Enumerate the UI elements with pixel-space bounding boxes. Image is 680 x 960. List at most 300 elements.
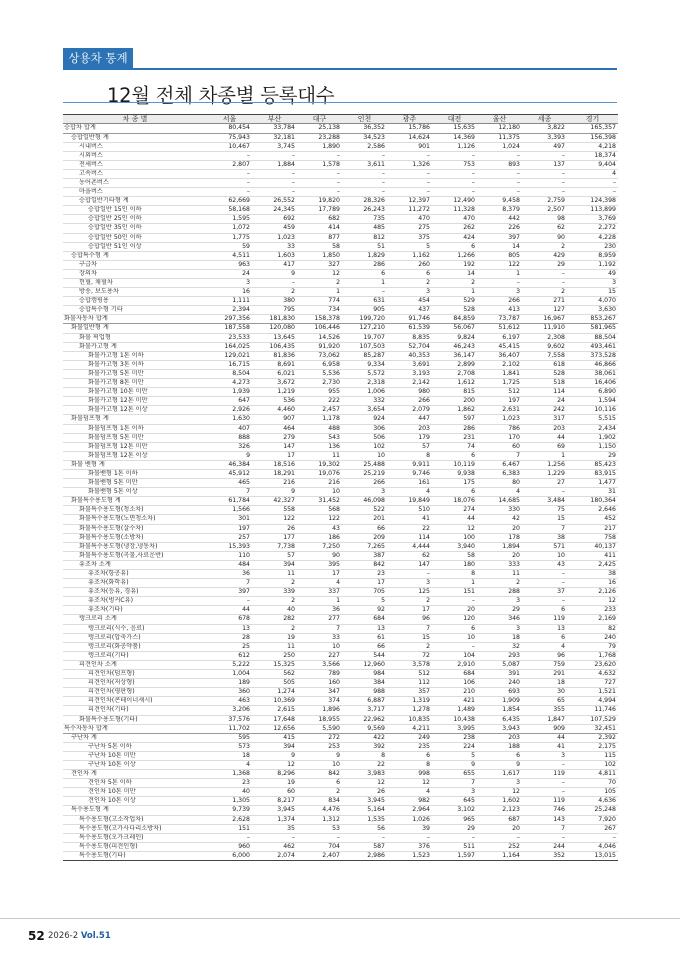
value-cell: 2,507 — [522, 206, 567, 215]
table-row — [63, 251, 618, 260]
row-label: 피견인차 소계 — [63, 660, 207, 669]
value-cell: 2 — [477, 579, 522, 588]
value-cell: 442 — [477, 215, 522, 224]
value-cell: 2,425 — [567, 560, 618, 569]
value-cell: 107,529 — [567, 715, 618, 724]
value-cell: 357 — [387, 688, 432, 697]
value-cell: 6,197 — [477, 333, 522, 342]
value-cell: 374 — [297, 697, 342, 706]
value-cell: 15 — [387, 633, 432, 642]
row-label: 승합차 합계 — [63, 124, 207, 133]
value-cell: 2 — [252, 288, 297, 297]
value-cell: 122 — [477, 260, 522, 269]
value-cell: 19,076 — [297, 469, 342, 478]
value-cell: – — [432, 151, 477, 160]
value-cell: – — [477, 188, 522, 197]
value-cell: 5,590 — [297, 724, 342, 733]
row-label: 견인차 10톤 미만 — [63, 788, 207, 797]
value-cell: 3 — [477, 779, 522, 788]
value-cell: 1,229 — [522, 469, 567, 478]
value-cell: 38 — [522, 533, 567, 542]
value-cell: 4 — [207, 760, 252, 769]
value-cell: 92 — [342, 606, 387, 615]
section-tag-underline — [63, 68, 617, 70]
value-cell: 8,217 — [252, 797, 297, 806]
value-cell: 216 — [297, 479, 342, 488]
value-cell: 2,628 — [207, 815, 252, 824]
value-cell: 235 — [387, 742, 432, 751]
value-cell: 3,945 — [342, 797, 387, 806]
table-row — [63, 670, 618, 679]
value-cell: 58,168 — [207, 206, 252, 215]
value-cell: 26 — [342, 788, 387, 797]
value-cell: 69 — [522, 442, 567, 451]
value-cell: 905 — [342, 306, 387, 315]
value-cell: – — [207, 151, 252, 160]
value-cell: 3,630 — [567, 306, 618, 315]
value-cell: 1,489 — [432, 706, 477, 715]
value-cell: 147 — [252, 442, 297, 451]
value-cell: – — [387, 570, 432, 579]
value-cell: 1,597 — [432, 851, 477, 860]
value-cell: 4,211 — [387, 724, 432, 733]
value-cell: 470 — [432, 215, 477, 224]
value-cell: 115 — [567, 751, 618, 760]
row-label: 특수용도형 계 — [63, 806, 207, 815]
value-cell: 158,378 — [297, 315, 342, 324]
value-cell: 9 — [252, 269, 297, 278]
value-cell: 984 — [342, 670, 387, 679]
row-label: 탱크로리(식수, 음료) — [63, 624, 207, 633]
value-cell: 266 — [387, 397, 432, 406]
value-cell: 20 — [477, 551, 522, 560]
value-cell: 151 — [207, 824, 252, 833]
row-label: 화물일반형 계 — [63, 324, 207, 333]
value-cell: 61,784 — [207, 497, 252, 506]
table-row — [63, 542, 618, 551]
value-cell: 1,909 — [477, 697, 522, 706]
value-cell: 9 — [252, 488, 297, 497]
value-cell: 3,206 — [207, 706, 252, 715]
value-cell: 70 — [567, 779, 618, 788]
value-cell: 23 — [342, 570, 387, 579]
value-cell: 684 — [342, 615, 387, 624]
row-label: 특수용도형(오가크레인) — [63, 833, 207, 842]
value-cell: 4,460 — [252, 406, 297, 415]
value-cell: – — [342, 288, 387, 297]
header-cell: 대전 — [432, 115, 477, 124]
value-cell: 262 — [432, 224, 477, 233]
value-cell: 91,746 — [387, 315, 432, 324]
value-cell: 201 — [342, 515, 387, 524]
value-cell: 3,983 — [342, 770, 387, 779]
value-cell: 8 — [432, 570, 477, 579]
value-cell: 46,243 — [432, 342, 477, 351]
value-cell: 10 — [432, 633, 477, 642]
value-cell: 58 — [432, 551, 477, 560]
value-cell: 143 — [522, 815, 567, 824]
value-cell: 85,287 — [342, 351, 387, 360]
value-cell: 12,180 — [477, 124, 522, 133]
value-cell: 29 — [477, 606, 522, 615]
value-cell: 3,578 — [387, 660, 432, 669]
value-cell: 9 — [252, 751, 297, 760]
table-row — [63, 442, 618, 451]
value-cell: 222 — [297, 397, 342, 406]
value-cell: 1,024 — [477, 142, 522, 151]
value-cell: 789 — [297, 670, 342, 679]
value-cell: 6,383 — [477, 469, 522, 478]
value-cell: 397 — [207, 588, 252, 597]
value-cell: 19,302 — [297, 460, 342, 469]
value-cell: 33,784 — [252, 124, 297, 133]
value-cell: 7 — [522, 824, 567, 833]
value-cell: 2,392 — [567, 733, 618, 742]
table-row — [63, 124, 618, 133]
value-cell: 6,887 — [342, 697, 387, 706]
value-cell: 1,939 — [207, 388, 252, 397]
value-cell: 355 — [522, 706, 567, 715]
value-cell: 224 — [432, 742, 477, 751]
row-label: 화물카고형 12톤 미만 — [63, 397, 207, 406]
row-label: 화물밴형 5톤 미만 — [63, 479, 207, 488]
value-cell: 5 — [432, 751, 477, 760]
value-cell: – — [477, 279, 522, 288]
value-cell: 286 — [342, 260, 387, 269]
value-cell: 2 — [387, 597, 432, 606]
value-cell: 373,528 — [567, 351, 618, 360]
row-label: 화물카고형 10톤 미만 — [63, 388, 207, 397]
value-cell: 1,847 — [522, 715, 567, 724]
footer-divider — [0, 918, 680, 919]
value-cell: 734 — [297, 306, 342, 315]
value-cell: 9,911 — [387, 460, 432, 469]
value-cell: 1,829 — [342, 251, 387, 260]
row-label: 특수용도형(고소작업차) — [63, 815, 207, 824]
row-label: 탱크로리(화공약품) — [63, 642, 207, 651]
value-cell: 1,603 — [252, 251, 297, 260]
value-cell: 518 — [522, 379, 567, 388]
value-cell: 16 — [567, 579, 618, 588]
table-row — [63, 197, 618, 206]
value-cell: – — [477, 169, 522, 178]
value-cell: 9 — [207, 451, 252, 460]
value-cell: 3,822 — [522, 124, 567, 133]
value-cell: 56 — [342, 824, 387, 833]
value-cell: 17,789 — [297, 206, 342, 215]
value-cell: 81,836 — [252, 351, 297, 360]
value-cell: 90 — [522, 233, 567, 242]
value-cell: – — [342, 833, 387, 842]
value-cell: 36 — [207, 570, 252, 579]
table-row — [63, 406, 618, 415]
value-cell: 3,672 — [252, 379, 297, 388]
value-cell: 562 — [252, 670, 297, 679]
value-cell: 57 — [252, 551, 297, 560]
table-row — [63, 797, 618, 806]
table-row — [63, 724, 618, 733]
row-label: 화물특수용도형(노면청소차) — [63, 515, 207, 524]
value-cell: 9 — [477, 760, 522, 769]
value-cell: 82 — [567, 624, 618, 633]
value-cell: 72 — [387, 651, 432, 660]
value-cell: 188 — [477, 742, 522, 751]
value-cell: 288 — [477, 588, 522, 597]
value-cell: 60 — [477, 442, 522, 451]
row-label: 승합특수형 계 — [63, 251, 207, 260]
value-cell: 58 — [297, 242, 342, 251]
value-cell: 493,461 — [567, 342, 618, 351]
value-cell: 2,123 — [477, 806, 522, 815]
value-cell: 330 — [477, 506, 522, 515]
value-cell: 12 — [252, 760, 297, 769]
value-cell: 51,612 — [477, 324, 522, 333]
value-cell: – — [387, 178, 432, 187]
row-label: 유조차(벙커C유) — [63, 597, 207, 606]
value-cell: 6 — [477, 751, 522, 760]
value-cell: 9,602 — [522, 342, 567, 351]
value-cell: 200 — [432, 397, 477, 406]
table-row — [63, 488, 618, 497]
row-label: 구난차 계 — [63, 733, 207, 742]
value-cell: 9,569 — [342, 724, 387, 733]
value-cell: 988 — [342, 688, 387, 697]
value-cell: 3,484 — [522, 497, 567, 506]
table-row — [63, 269, 618, 278]
value-cell: 33 — [252, 242, 297, 251]
value-cell: 2,272 — [567, 224, 618, 233]
value-cell: 2,730 — [297, 379, 342, 388]
value-cell: 4,636 — [567, 797, 618, 806]
value-cell: 2 — [387, 642, 432, 651]
value-cell: 2 — [252, 624, 297, 633]
value-cell: 6 — [387, 269, 432, 278]
value-cell: 250 — [252, 651, 297, 660]
value-cell: 8,504 — [207, 369, 252, 378]
value-cell: – — [522, 169, 567, 178]
table-row — [63, 633, 618, 642]
value-cell: 32,181 — [252, 133, 297, 142]
value-cell: 1,775 — [207, 233, 252, 242]
table-row — [63, 324, 618, 333]
value-cell: 5,222 — [207, 660, 252, 669]
value-cell: 226 — [477, 224, 522, 233]
value-cell: 18 — [522, 679, 567, 688]
value-cell: 7,920 — [567, 815, 618, 824]
page-number: 52 — [28, 929, 45, 943]
row-label: 승합일반 51인 이상 — [63, 242, 207, 251]
value-cell: 853,267 — [567, 315, 618, 324]
value-cell: 6 — [522, 606, 567, 615]
table-row — [63, 579, 618, 588]
value-cell: – — [432, 597, 477, 606]
value-cell: 955 — [297, 388, 342, 397]
value-cell: 10,835 — [387, 715, 432, 724]
value-cell: 13 — [342, 624, 387, 633]
table-row — [63, 497, 618, 506]
table-row — [63, 288, 618, 297]
row-label: 유조차(항공유) — [63, 570, 207, 579]
value-cell: 2 — [297, 788, 342, 797]
value-cell: 42,327 — [252, 497, 297, 506]
value-cell: – — [342, 169, 387, 178]
value-cell: 2,759 — [522, 197, 567, 206]
value-cell: 3,745 — [252, 142, 297, 151]
value-cell: 347 — [297, 688, 342, 697]
value-cell: 1,477 — [567, 479, 618, 488]
value-cell: 29 — [567, 451, 618, 460]
value-cell: 510 — [387, 506, 432, 515]
value-cell: – — [432, 188, 477, 197]
value-cell: 33 — [297, 633, 342, 642]
value-cell: 1,612 — [432, 379, 477, 388]
value-cell: 391 — [477, 670, 522, 679]
value-cell: 12,656 — [252, 724, 297, 733]
value-cell: 3,769 — [567, 215, 618, 224]
value-cell: – — [522, 269, 567, 278]
value-cell: 1,150 — [567, 442, 618, 451]
value-cell: 2,126 — [567, 588, 618, 597]
value-cell: 127,210 — [342, 324, 387, 333]
value-cell: 43 — [297, 524, 342, 533]
value-cell: 120 — [432, 615, 477, 624]
value-cell: 529 — [432, 297, 477, 306]
value-cell: 275 — [387, 224, 432, 233]
value-cell: 187,558 — [207, 324, 252, 333]
value-cell: 465 — [207, 479, 252, 488]
value-cell: 1,162 — [387, 251, 432, 260]
value-cell: 293 — [477, 651, 522, 660]
value-cell: 3 — [387, 579, 432, 588]
value-cell: 10 — [297, 642, 342, 651]
value-cell: 3,611 — [342, 160, 387, 169]
value-cell: 62 — [387, 551, 432, 560]
value-cell: 14,369 — [432, 133, 477, 142]
value-cell: 23,533 — [207, 333, 252, 342]
table-row — [63, 233, 618, 242]
value-cell: 18,516 — [252, 460, 297, 469]
table-row — [63, 606, 618, 615]
value-cell: 6 — [342, 269, 387, 278]
table-row — [63, 506, 618, 515]
value-cell: 2,615 — [252, 706, 297, 715]
value-cell: 105 — [567, 788, 618, 797]
value-cell: 7 — [477, 451, 522, 460]
value-cell: 102 — [342, 442, 387, 451]
value-cell: 3,945 — [252, 806, 297, 815]
value-cell: 1,219 — [252, 388, 297, 397]
row-label: 화물특수용도형(냉장,냉동차) — [63, 542, 207, 551]
value-cell: 37,576 — [207, 715, 252, 724]
value-cell: 73,062 — [297, 351, 342, 360]
value-cell: 12,960 — [342, 660, 387, 669]
header-cell: 부산 — [252, 115, 297, 124]
value-cell: 4,070 — [567, 297, 618, 306]
row-label: 견인차 10톤 이상 — [63, 797, 207, 806]
value-cell: 384 — [342, 679, 387, 688]
value-cell: 28,326 — [342, 197, 387, 206]
row-label: 유조차(등유, 경유) — [63, 588, 207, 597]
value-cell: 266 — [342, 479, 387, 488]
row-label: 유조차(기타) — [63, 606, 207, 615]
value-cell: 3,717 — [342, 706, 387, 715]
value-cell: 4 — [477, 488, 522, 497]
value-cell: 2,457 — [297, 406, 342, 415]
row-label: 화물카고형 3톤 이하 — [63, 360, 207, 369]
table-row — [63, 751, 618, 760]
value-cell: 231 — [432, 433, 477, 442]
table-row — [63, 469, 618, 478]
table-body — [63, 124, 618, 861]
value-cell: – — [207, 178, 252, 187]
value-cell: 834 — [297, 797, 342, 806]
value-cell: 129,021 — [207, 351, 252, 360]
value-cell: – — [432, 642, 477, 651]
value-cell: 392 — [342, 742, 387, 751]
row-label: 화물특수용도형 계 — [63, 497, 207, 506]
value-cell: 40,353 — [387, 351, 432, 360]
row-label: 피견인차(평판형) — [63, 688, 207, 697]
value-cell: 45,415 — [477, 342, 522, 351]
value-cell: 2,169 — [567, 615, 618, 624]
value-cell: 470 — [387, 215, 432, 224]
row-label: 화물특수용도형(소방차) — [63, 533, 207, 542]
value-cell: 260 — [387, 260, 432, 269]
value-cell: 19,849 — [387, 497, 432, 506]
value-cell: 2,631 — [477, 406, 522, 415]
table-row — [63, 160, 618, 169]
value-cell: 29 — [432, 824, 477, 833]
table-row — [63, 206, 618, 215]
value-cell: 7 — [297, 624, 342, 633]
value-cell: 893 — [477, 160, 522, 169]
value-cell: 2,394 — [207, 306, 252, 315]
value-cell: 1,862 — [432, 406, 477, 415]
value-cell: 684 — [432, 670, 477, 679]
value-cell: 36,147 — [432, 351, 477, 360]
value-cell: 6 — [297, 779, 342, 788]
value-cell: 80,454 — [207, 124, 252, 133]
issue-year: 2026-2 — [48, 931, 79, 941]
value-cell: 19 — [252, 633, 297, 642]
value-cell: 301 — [207, 515, 252, 524]
value-cell: 424 — [432, 233, 477, 242]
value-cell: 14 — [477, 242, 522, 251]
value-cell: 5,536 — [297, 369, 342, 378]
value-cell: 735 — [342, 215, 387, 224]
row-label: 특수자동차 합계 — [63, 724, 207, 733]
value-cell: 73,787 — [477, 315, 522, 324]
value-cell: 66 — [342, 642, 387, 651]
value-cell: 18,291 — [252, 469, 297, 478]
value-cell: 38,061 — [567, 369, 618, 378]
value-cell: 203 — [522, 424, 567, 433]
value-cell: 842 — [297, 770, 342, 779]
value-cell: 1,617 — [477, 770, 522, 779]
value-cell: 6,890 — [567, 388, 618, 397]
value-cell: 1,368 — [207, 770, 252, 779]
value-cell: 1 — [477, 269, 522, 278]
row-label: 피견인차(기타) — [63, 706, 207, 715]
value-cell: 1,578 — [297, 160, 342, 169]
value-cell: 4,811 — [567, 770, 618, 779]
table-row — [63, 679, 618, 688]
row-label: 유조차(화학유) — [63, 579, 207, 588]
value-cell: 2,646 — [567, 506, 618, 515]
value-cell: 11 — [297, 451, 342, 460]
value-cell: 14,624 — [387, 133, 432, 142]
value-cell: 291 — [522, 670, 567, 679]
